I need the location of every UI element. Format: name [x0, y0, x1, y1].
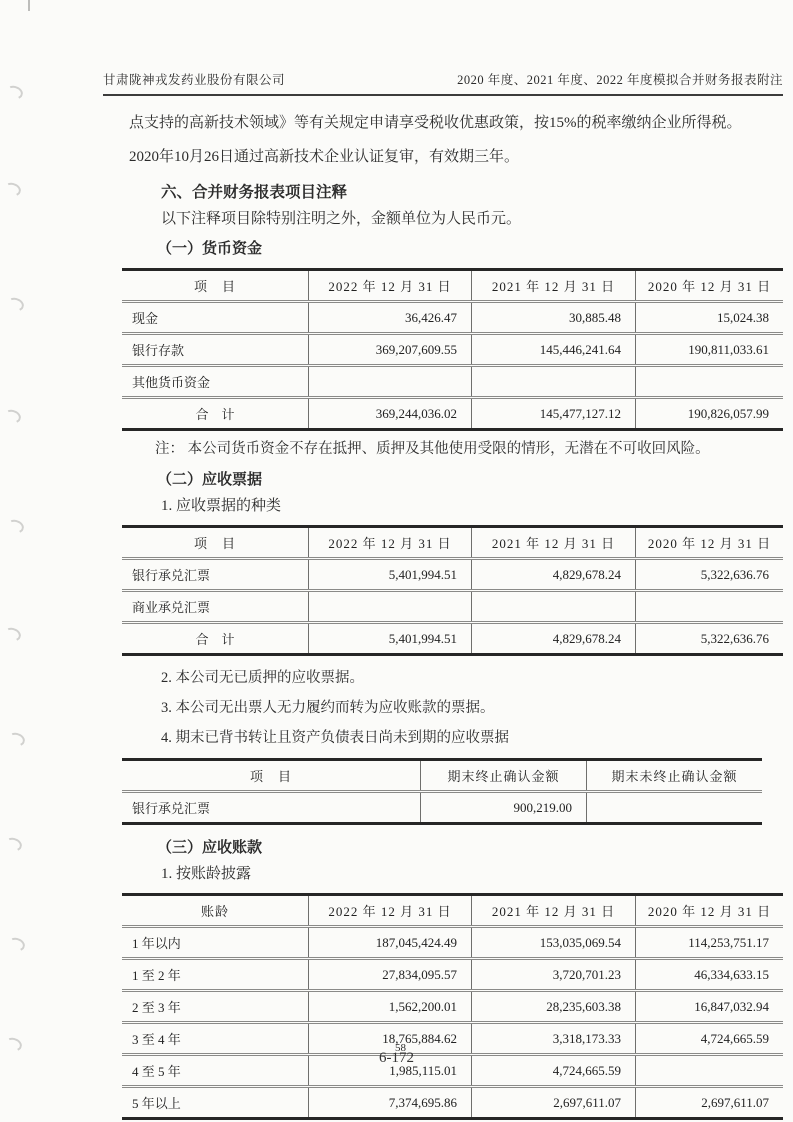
row-label: 2 至 3 年	[122, 991, 309, 1023]
scan-artifact	[4, 84, 24, 102]
row-label: 其他货币资金	[122, 366, 309, 398]
table-header-row	[122, 895, 783, 927]
cell-value: 190,826,057.99	[636, 398, 784, 430]
col-header-2022: 2022 年 12 月 31 日	[309, 895, 472, 927]
col-header-2022: 2022 年 12 月 31 日	[309, 527, 472, 559]
section-6-intro: 以下注释项目除特别注明之外，金额单位为人民币元。	[161, 211, 522, 227]
row-label: 现金	[122, 302, 309, 334]
col-header-2021: 2021 年 12 月 31 日	[472, 527, 636, 559]
table-header-row	[122, 760, 762, 792]
row-label: 5 年以上	[132, 1096, 181, 1111]
row-label-total: 合 计	[195, 407, 235, 422]
page-number	[0, 1042, 793, 1067]
cell-value: 4,829,678.24	[472, 559, 636, 591]
col-header-aging: 账龄	[122, 895, 309, 927]
table-row	[122, 792, 762, 824]
cell-value	[472, 591, 636, 623]
table-header-row	[122, 527, 783, 559]
table-row	[122, 1087, 783, 1119]
notes-receivable-note4: 4. 期末已背书转让且资产负债表日尚未到期的应收票据	[161, 730, 509, 746]
page-number-prefix: 6-1	[379, 1050, 399, 1066]
cell-value: 190,811,033.61	[636, 334, 784, 366]
cell-value: 4,724,665.59	[472, 1055, 636, 1087]
page-content	[129, 96, 781, 1120]
scan-artifact	[2, 408, 22, 426]
company-name: 甘肃陇神戎发药业股份有限公司	[103, 73, 286, 87]
cell-value: 28,235,603.38	[472, 991, 636, 1023]
scan-artifact	[5, 296, 25, 314]
col-header-2021: 2021 年 12 月 31 日	[472, 270, 636, 302]
cell-value: 2,697,611.07	[472, 1087, 636, 1119]
col-header-2022: 2022 年 12 月 31 日	[309, 270, 472, 302]
cell-value: 369,207,609.55	[309, 334, 472, 366]
col-header-item: 项 目	[122, 270, 309, 302]
intro-line-2: 2020年10月26日通过高新技术企业认证复审，有效期三年。	[129, 149, 520, 165]
table-header-row	[122, 270, 783, 302]
scan-artifact	[2, 181, 22, 199]
scan-artifact	[5, 518, 25, 536]
cell-value: 187,045,424.49	[309, 927, 472, 959]
endorsed-notes-table	[122, 758, 762, 825]
cell-value: 4,724,665.59	[636, 1023, 784, 1055]
table-total-row	[122, 398, 783, 430]
scan-artifact	[6, 731, 26, 749]
table-row	[122, 927, 783, 959]
cell-value: 5,401,994.51	[309, 623, 472, 655]
cell-value: 900,219.00	[421, 792, 587, 824]
cell-value: 4,829,678.24	[472, 623, 636, 655]
col-header-2020: 2020 年 12 月 31 日	[636, 527, 784, 559]
cell-value	[636, 591, 784, 623]
cell-value: 16,847,032.94	[636, 991, 784, 1023]
cell-value: 3,720,701.23	[472, 959, 636, 991]
cell-value: 2,697,611.07	[636, 1087, 784, 1119]
cell-value: 145,446,241.64	[472, 334, 636, 366]
cell-value	[636, 366, 784, 398]
cell-value: 15,024.38	[636, 302, 784, 334]
cell-value: 1,985,115.01	[309, 1055, 472, 1087]
cell-value: 369,244,036.02	[309, 398, 472, 430]
section-6-heading: 六、合并财务报表项目注释	[161, 184, 348, 201]
page-header	[103, 72, 783, 96]
monetary-funds-heading: （一）货币资金	[157, 241, 263, 257]
scan-artifact	[3, 836, 23, 854]
notes-receivable-heading: （二）应收票据	[157, 472, 263, 488]
cell-value: 30,885.48	[472, 302, 636, 334]
page-number-overprint: 58	[395, 1042, 406, 1054]
table-row	[122, 366, 783, 398]
scan-artifact	[2, 626, 22, 644]
table-row	[122, 991, 783, 1023]
notes-receivable-table	[122, 525, 783, 656]
accounts-receivable-heading: （三）应收账款	[157, 840, 263, 856]
row-label: 4 至 5 年	[122, 1055, 309, 1087]
table-row	[122, 334, 783, 366]
intro-line-1: 点支持的高新技术领域》等有关规定申请享受税收优惠政策，按15%的税率缴纳企业所得税。	[129, 115, 742, 131]
col-header-not-derecognized: 期末未终止确认金额	[587, 760, 763, 792]
cell-value: 153,035,069.54	[472, 927, 636, 959]
accounts-receivable-aging-table	[122, 893, 783, 1120]
cell-value: 7,374,695.86	[309, 1087, 472, 1119]
table-row	[122, 959, 783, 991]
intro-paragraph	[129, 106, 781, 174]
col-header-2020: 2020 年 12 月 31 日	[636, 270, 784, 302]
cell-value	[309, 591, 472, 623]
scan-artifact	[6, 936, 26, 954]
table-row	[122, 302, 783, 334]
col-header-2021: 2021 年 12 月 31 日	[472, 895, 636, 927]
cell-value: 46,334,633.15	[636, 959, 784, 991]
row-label-total: 合 计	[195, 632, 235, 647]
cell-value: 1,562,200.01	[309, 991, 472, 1023]
col-header-2020: 2020 年 12 月 31 日	[636, 895, 784, 927]
col-header-item: 项 目	[122, 527, 309, 559]
row-label: 1 年以内	[122, 927, 309, 959]
monetary-funds-table	[122, 268, 783, 431]
cell-value: 36,426.47	[309, 302, 472, 334]
cell-value	[472, 366, 636, 398]
cell-value	[587, 792, 763, 824]
cell-value: 114,253,751.17	[636, 927, 784, 959]
scan-artifact	[28, 0, 30, 11]
cell-value: 18,765,884.62	[309, 1023, 472, 1055]
row-label: 商业承兑汇票	[122, 591, 309, 623]
row-label: 银行承兑汇票	[122, 559, 309, 591]
notes-receivable-note2: 2. 本公司无已质押的应收票据。	[161, 670, 364, 686]
cell-value: 145,477,127.12	[472, 398, 636, 430]
table-row	[122, 591, 783, 623]
col-header-derecognized: 期末终止确认金额	[421, 760, 587, 792]
cell-value: 5,322,636.76	[636, 623, 784, 655]
col-header-item: 项 目	[122, 760, 421, 792]
page-number-suffix: 72	[399, 1050, 414, 1066]
row-label: 银行存款	[122, 334, 309, 366]
table-row	[122, 559, 783, 591]
accounts-receivable-sub1: 1. 按账龄披露	[161, 866, 252, 882]
monetary-funds-note: 注： 本公司货币资金不存在抵押、质押及其他使用受限的情形，无潜在不可收回风险。	[155, 441, 710, 457]
cell-value: 3,318,173.33	[472, 1023, 636, 1055]
cell-value	[309, 366, 472, 398]
row-label: 3 至 4 年	[122, 1023, 309, 1055]
row-label: 1 至 2 年	[122, 959, 309, 991]
cell-value: 5,401,994.51	[309, 559, 472, 591]
notes-receivable-sub1: 1. 应收票据的种类	[161, 498, 282, 514]
notes-receivable-note3: 3. 本公司无出票人无力履约而转为应收账款的票据。	[161, 700, 495, 716]
table-total-row	[122, 623, 783, 655]
report-title: 2020 年度、2021 年度、2022 年度模拟合并财务报表附注	[457, 73, 783, 87]
cell-value: 27,834,095.57	[309, 959, 472, 991]
row-label: 银行承兑汇票	[132, 801, 211, 816]
cell-value: 5,322,636.76	[636, 559, 784, 591]
